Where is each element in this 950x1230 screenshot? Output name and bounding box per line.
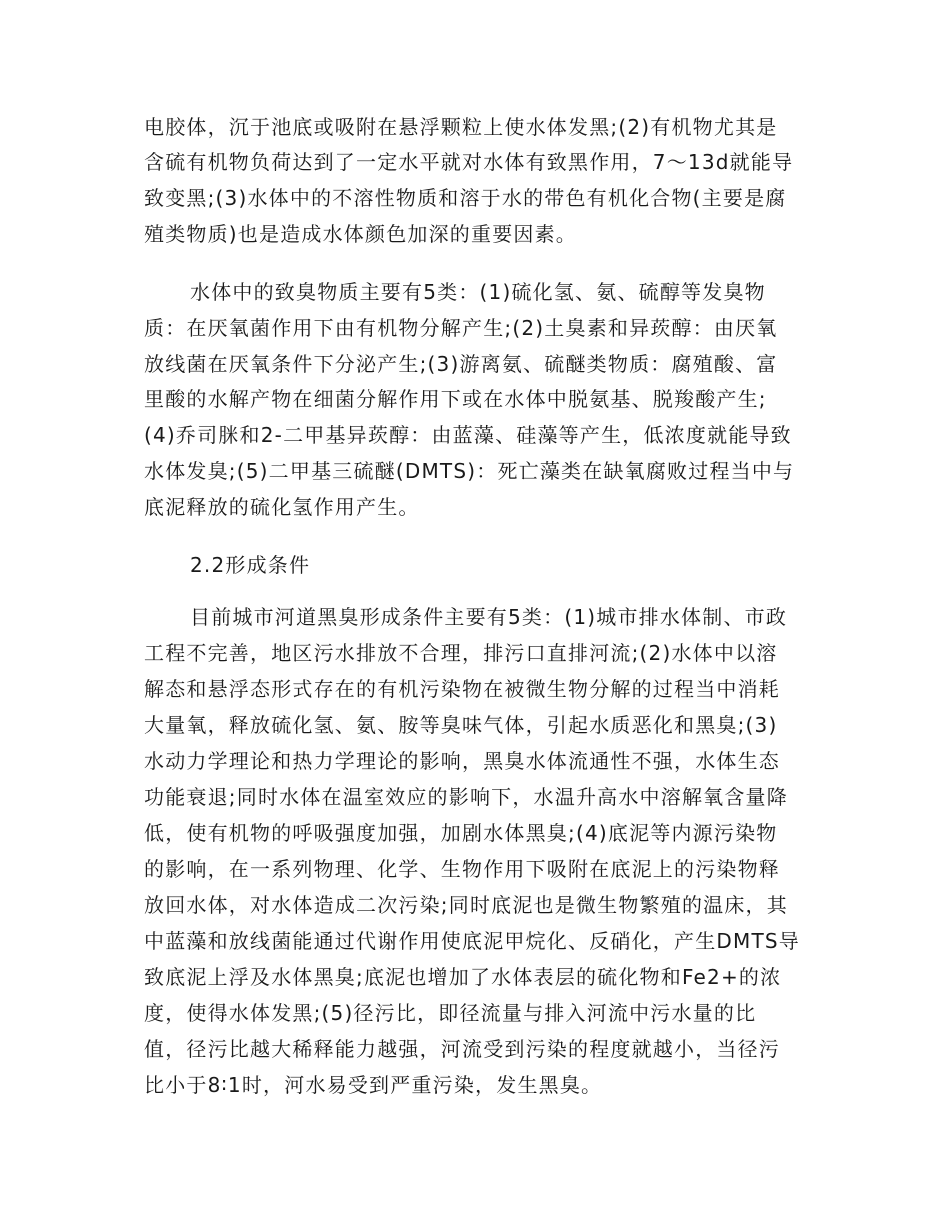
text-line: 功能衰退;同时水体在温室效应的影响下，水温升高水中溶解氧含量降 <box>144 785 788 809</box>
text-line: 水体发臭;(5)二甲基三硫醚(DMTS)：死亡藻类在缺氧腐败过程当中与 <box>144 459 795 483</box>
text-line: 中蓝藻和放线菌能通过代谢作用使底泥甲烷化、反硝化，产生DMTS导 <box>144 929 800 953</box>
text-line: 致变黑;(3)水体中的不溶性物质和溶于水的带色有机化合物(主要是腐 <box>144 186 787 210</box>
text-line: 值，径污比越大稀释能力越强，河流受到污染的程度就越小，当径污 <box>144 1037 780 1061</box>
text-line: 水动力学理论和热力学理论的影响，黑臭水体流通性不强，水体生态 <box>144 749 780 773</box>
text-line: 低，使有机物的呼吸强度加强，加剧水体黑臭;(4)底泥等内源污染物 <box>144 821 778 845</box>
text-line: 度，使得水体发黑;(5)径污比，即径流量与排入河流中污水量的比 <box>144 1001 757 1025</box>
text-line: 目前城市河道黑臭形成条件主要有5类：(1)城市排水体制、市政 <box>190 605 788 629</box>
text-line: 解态和悬浮态形式存在的有机污染物在被微生物分解的过程当中消耗 <box>144 677 780 701</box>
text-line: 致底泥上浮及水体黑臭;底泥也增加了水体表层的硫化物和Fe2+的浓 <box>144 965 782 989</box>
section-heading: 2.2形成条件 <box>190 553 311 577</box>
text-line: 殖类物质)也是造成水体颜色加深的重要因素。 <box>144 222 578 246</box>
text-line: 含硫有机物负荷达到了一定水平就对水体有致黑作用，7～13d就能导 <box>144 150 794 174</box>
text-line: 电胶体，沉于池底或吸附在悬浮颗粒上使水体发黑;(2)有机物尤其是 <box>144 115 778 139</box>
text-line: 放回水体，对水体造成二次污染;同时底泥也是微生物繁殖的温床，其 <box>144 893 788 917</box>
text-line: 质：在厌氧菌作用下由有机物分解产生;(2)土臭素和异莰醇：由厌氧 <box>144 316 778 340</box>
text-line: 里酸的水解产物在细菌分解作用下或在水体中脱氨基、脱羧酸产生; <box>144 387 767 411</box>
text-line: 工程不完善，地区污水排放不合理，排污口直排河流;(2)水体中以溶 <box>144 641 778 665</box>
text-line: 放线菌在厌氧条件下分泌产生;(3)游离氨、硫醚类物质：腐殖酸、富 <box>144 352 778 376</box>
text-line: (4)乔司脒和2-二甲基异莰醇：由蓝藻、硅藻等产生，低浓度就能导致 <box>144 423 792 447</box>
text-line: 大量氧，释放硫化氢、氨、胺等臭味气体，引起水质恶化和黑臭;(3) <box>144 713 778 737</box>
text-line: 比小于8∶1时，河水易受到严重污染，发生黑臭。 <box>144 1073 603 1097</box>
text-line: 水体中的致臭物质主要有5类：(1)硫化氢、氨、硫醇等发臭物 <box>190 280 766 304</box>
text-line: 的影响，在一系列物理、化学、生物作用下吸附在底泥上的污染物释 <box>144 857 780 881</box>
text-line: 底泥释放的硫化氢作用产生。 <box>144 495 420 519</box>
